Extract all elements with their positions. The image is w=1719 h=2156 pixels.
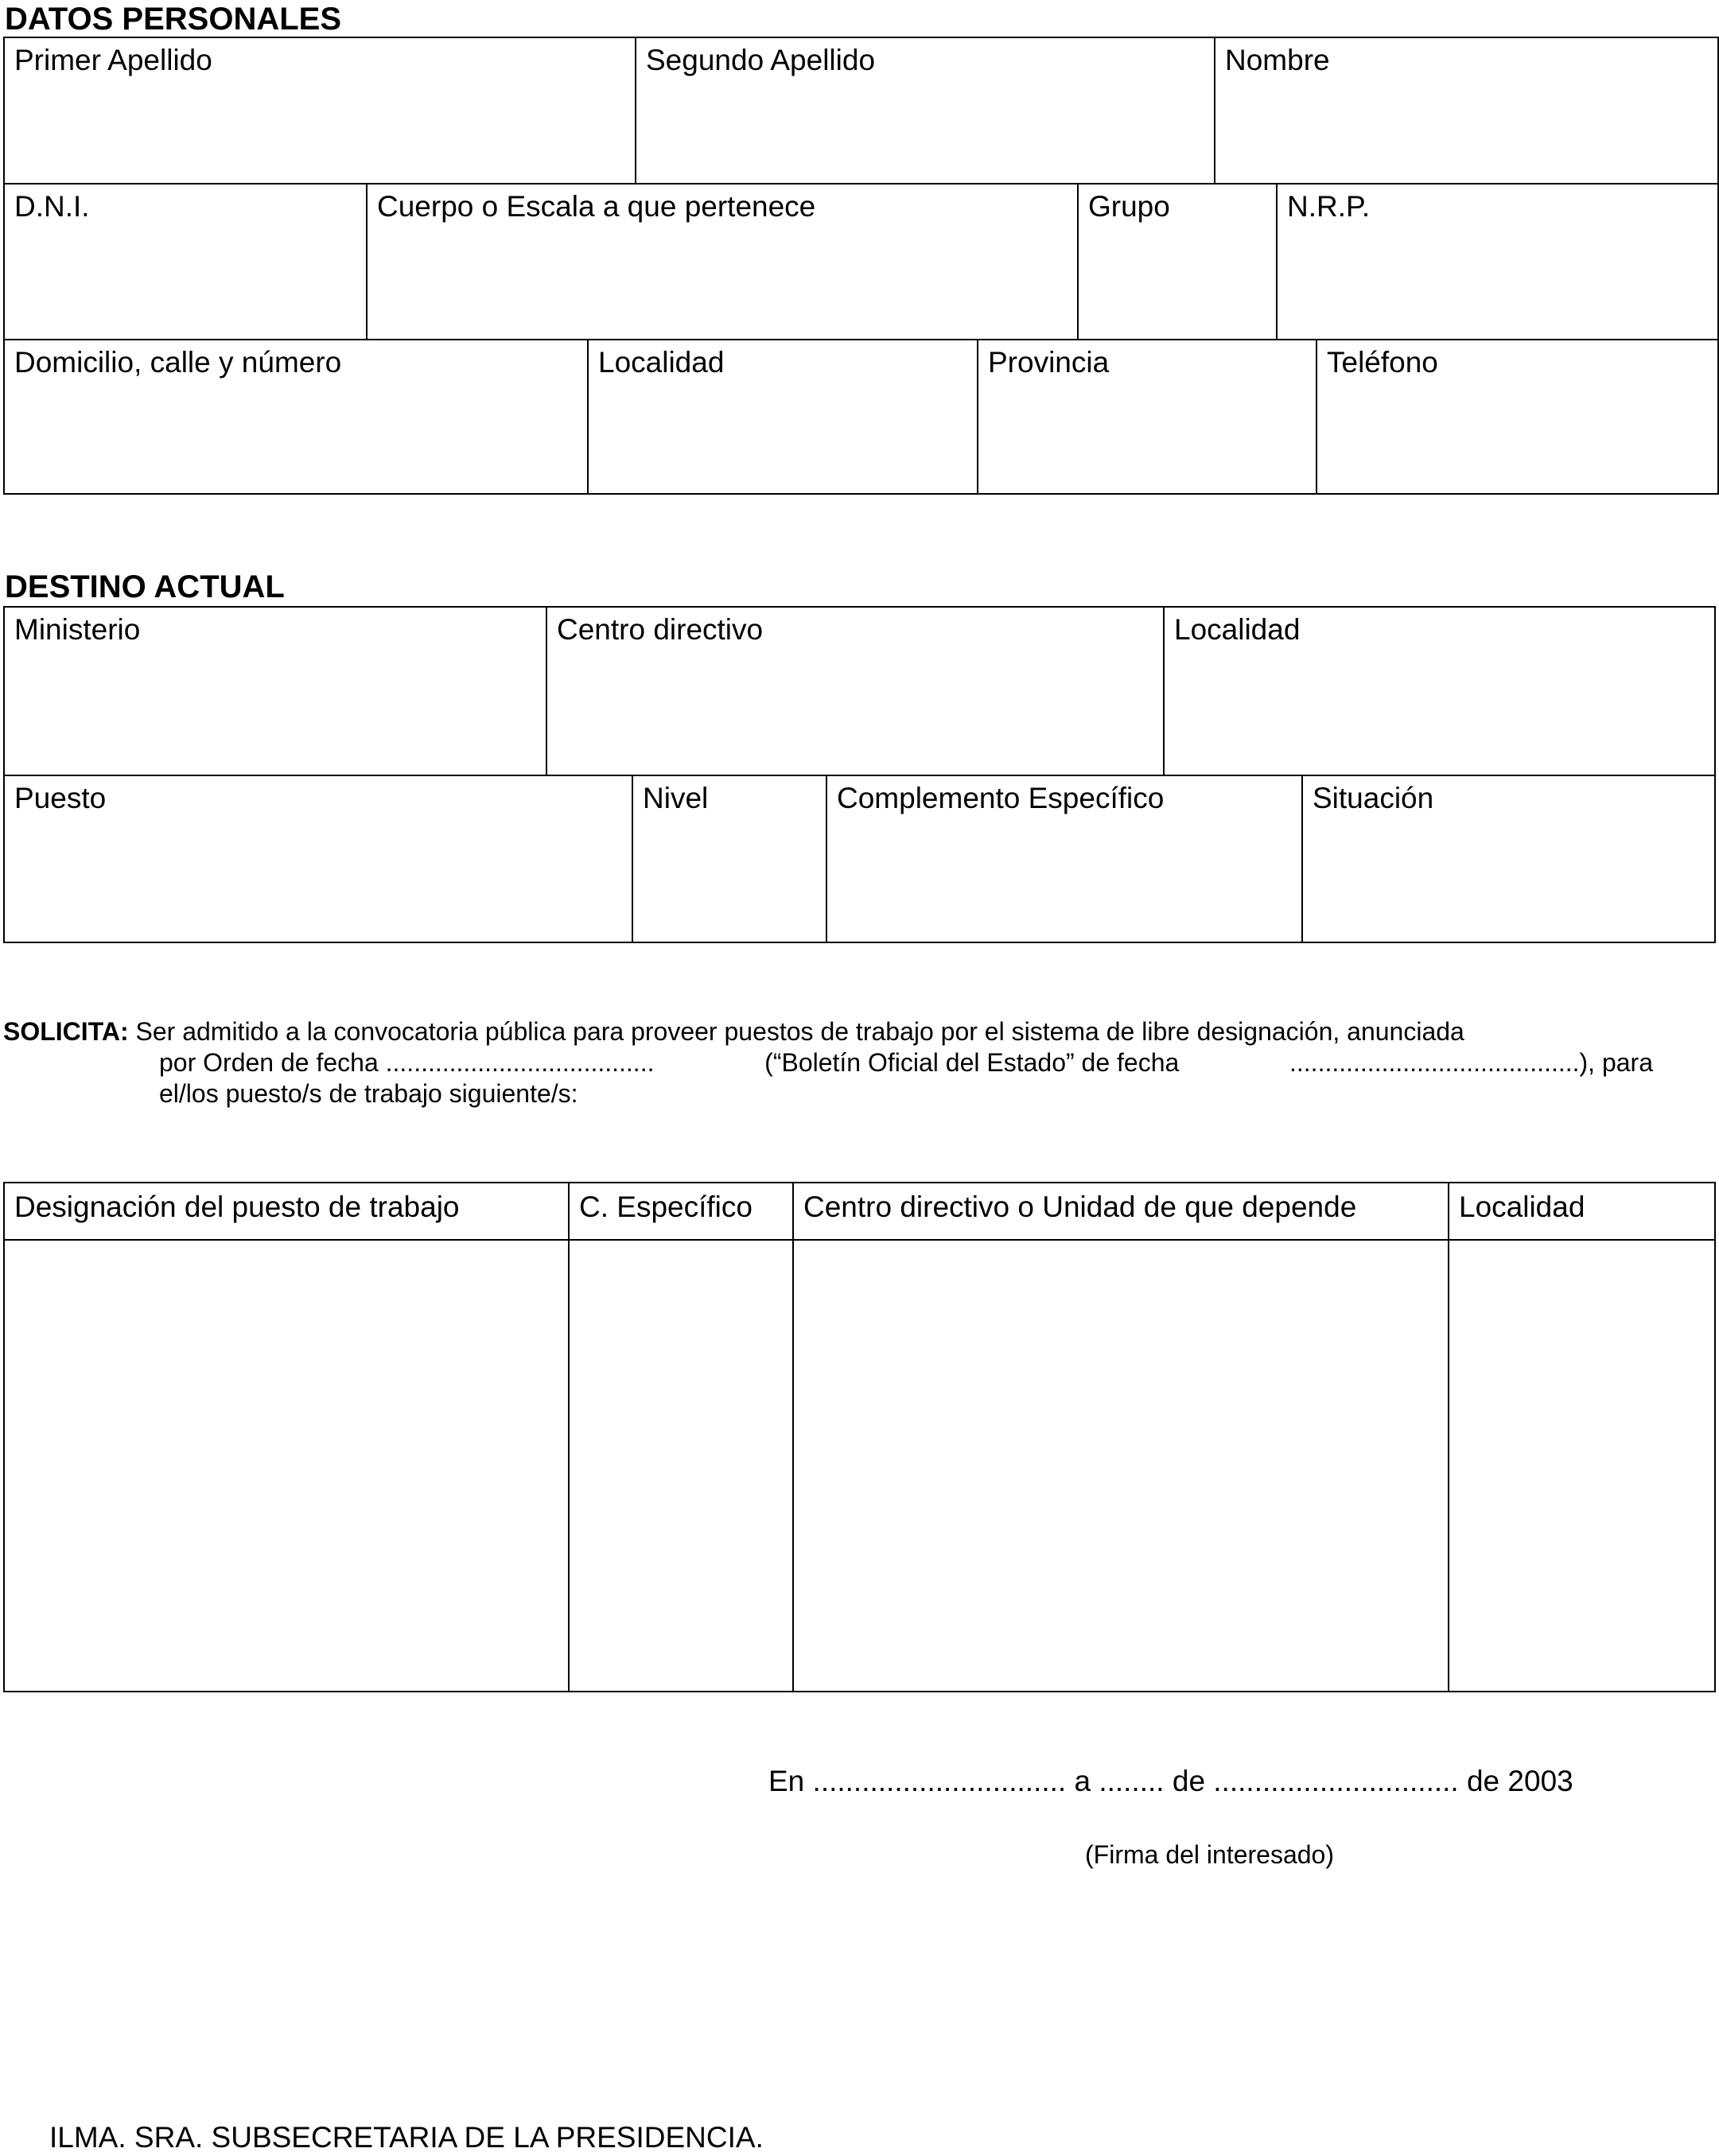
field-label: Provincia	[988, 346, 1110, 379]
field-nrp[interactable]	[1278, 185, 1717, 339]
field-label: D.N.I.	[14, 190, 90, 223]
field-nivel[interactable]	[633, 776, 826, 942]
firma-interesado: (Firma del interesado)	[1085, 1840, 1334, 1869]
column-header-centro-directivo: Centro directivo o Unidad de que depende	[803, 1191, 1357, 1223]
field-cuerpo-escala[interactable]	[368, 185, 1077, 339]
datos-personales-row-1	[3, 37, 1719, 185]
field-primer-apellido[interactable]	[5, 38, 635, 183]
solicita-label: SOLICITA:	[3, 1017, 129, 1046]
field-grupo[interactable]	[1079, 185, 1278, 339]
field-domicilio[interactable]	[5, 340, 587, 493]
datos-personales-row-2	[3, 183, 1719, 340]
field-label: Ministerio	[14, 613, 141, 646]
section-heading-destino-actual: DESTINO ACTUAL	[5, 569, 285, 604]
datos-personales-row-3	[3, 339, 1719, 495]
fecha-linea: En ............................... a ........ de .............................. de 2003	[768, 1765, 1573, 1797]
boe-fecha-blank: .........................................), para	[1289, 1048, 1653, 1077]
boe-fecha-label: (“Boletín Oficial del Estado” de fecha	[764, 1048, 1180, 1077]
field-nombre[interactable]	[1215, 38, 1717, 183]
orden-fecha-blank: por Orden de fecha ......................................	[159, 1048, 655, 1077]
field-label: Primer Apellido	[14, 44, 212, 76]
field-localidad-destino[interactable]	[1165, 608, 1714, 775]
field-dni[interactable]	[5, 185, 366, 339]
field-label: Cuerpo o Escala a que pertenece	[377, 190, 816, 223]
field-label: Situación	[1313, 782, 1434, 814]
field-localidad[interactable]	[589, 340, 978, 493]
column-header-localidad: Localidad	[1459, 1191, 1585, 1223]
field-label: Puesto	[14, 782, 107, 814]
field-label: Localidad	[598, 346, 725, 379]
cell-c-especifico[interactable]	[570, 1241, 792, 1691]
field-puesto[interactable]	[5, 776, 632, 942]
field-segundo-apellido[interactable]	[636, 38, 1214, 183]
destino-actual-row-1	[3, 606, 1716, 776]
section-heading-datos-personales: DATOS PERSONALES	[5, 2, 342, 37]
column-header-c-especifico: C. Específico	[579, 1191, 753, 1223]
field-telefono[interactable]	[1317, 340, 1717, 493]
solicita-text: Ser admitido a la convocatoria pública para proveer puestos de trabajo por el sistema de libre designación, anunciada	[135, 1017, 1464, 1046]
field-provincia[interactable]	[978, 340, 1317, 493]
field-label: Centro directivo	[557, 613, 764, 646]
cell-localidad[interactable]	[1449, 1241, 1714, 1691]
field-label: Nivel	[643, 782, 709, 814]
field-label: Complemento Específico	[837, 782, 1165, 814]
cell-designacion[interactable]	[5, 1241, 568, 1691]
field-label: Grupo	[1088, 190, 1170, 223]
field-complemento-especifico[interactable]	[827, 776, 1301, 942]
solicita-line-2	[159, 1047, 1653, 1078]
field-label: N.R.P.	[1287, 190, 1371, 223]
field-label: Teléfono	[1327, 346, 1438, 379]
cell-centro-directivo[interactable]	[794, 1241, 1448, 1691]
solicita-line-3: el/los puesto/s de trabajo siguiente/s:	[159, 1079, 578, 1108]
column-header-designacion: Designación del puesto de trabajo	[14, 1191, 460, 1223]
field-ministerio[interactable]	[5, 608, 546, 775]
destino-actual-row-2	[3, 775, 1716, 943]
solicita-line-1	[3, 1016, 1653, 1047]
field-label: Domicilio, calle y número	[14, 346, 342, 379]
destinatario: ILMA. SRA. SUBSECRETARIA DE LA PRESIDENCIA.	[49, 2121, 764, 2154]
field-label: Localidad	[1174, 613, 1301, 646]
field-situacion[interactable]	[1303, 776, 1714, 942]
solicita-paragraph	[3, 1016, 1653, 1109]
field-centro-directivo[interactable]	[547, 608, 1163, 775]
field-label: Nombre	[1225, 44, 1330, 76]
puestos-table	[3, 1182, 1716, 1692]
field-label: Segundo Apellido	[646, 44, 876, 76]
